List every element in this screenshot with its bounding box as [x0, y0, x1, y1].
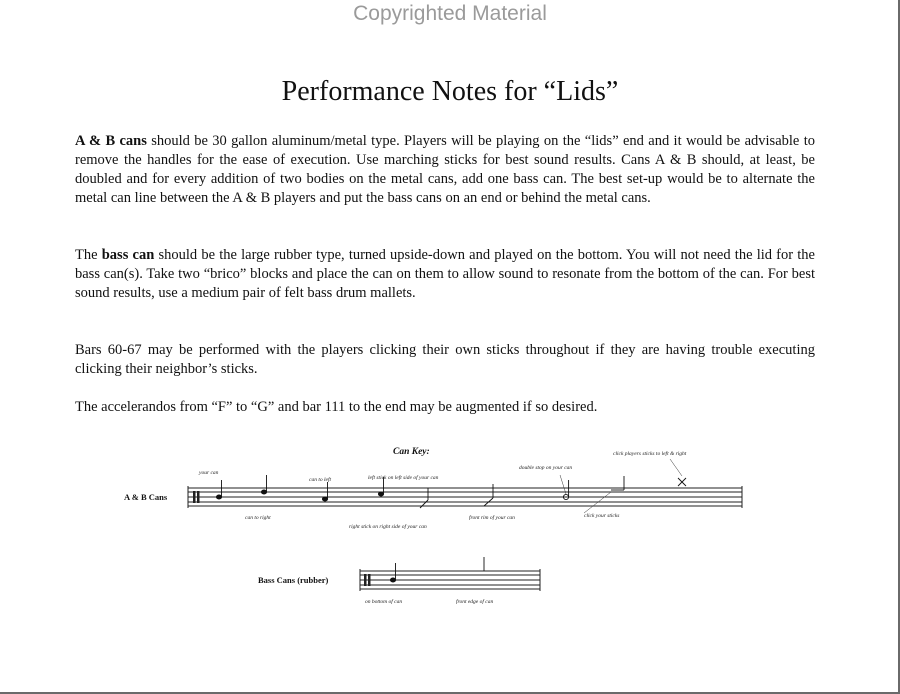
ab-cans-pointers	[560, 459, 682, 513]
annotation-double-stop: double stop on your can	[519, 465, 573, 471]
annotation-on-bottom: on bottom of can	[365, 599, 403, 605]
paragraph-bars-60-67: Bars 60-67 may be performed with the players clicking their own sticks throughout if they are having trouble executing clicking their neighbor’s sticks.	[75, 342, 815, 377]
paragraph-ab-cans-text: should be 30 gallon aluminum/metal type. Players will be playing on the “lids” end and it would be advisable to remove the handles for the ease of execution. Use marching sticks for best sound results. Cans A & B should, at least, be doubled and for every addition of two bodies on the metal cans, add one bass can. The best set-up would be to alternate the metal can line between the A & B players and put the bass cans on an end or behind the metal cans.	[75, 133, 815, 206]
bass-cans-staff	[360, 569, 540, 591]
annotation-click-your-sticks: click your sticks	[584, 513, 620, 519]
bold-term-ab-cans: A & B cans	[75, 133, 147, 149]
bold-term-bass-can: bass can	[101, 247, 155, 263]
annotation-front-edge: front edge of can	[456, 599, 494, 605]
paragraph-bass-can-lead: The	[75, 247, 102, 263]
annotation-front-rim: front rim of your can	[469, 515, 515, 521]
annotation-can-to-left: can to left	[309, 477, 331, 483]
note-left-stick	[378, 492, 383, 496]
copyright-watermark: Copyrighted Material	[353, 2, 547, 25]
annotation-your-can: your can	[199, 470, 219, 476]
annotation-right-stick: right stick on right side of your can	[349, 524, 427, 530]
bass-cans-staff-label: Bass Cans (rubber)	[258, 575, 329, 585]
note-right-stick	[420, 500, 428, 508]
annotation-left-stick: left stick on left side of your can	[368, 475, 439, 481]
bass-cans-notes	[390, 557, 484, 582]
note-on-bottom	[390, 578, 395, 582]
ab-cans-staff-label: A & B Cans	[124, 492, 168, 502]
ab-cans-notes	[216, 475, 686, 508]
page-title: Performance Notes for “Lids”	[281, 76, 619, 107]
note-can-to-right	[261, 490, 266, 494]
ab-cans-staff	[188, 486, 742, 508]
annotation-can-to-right: can to right	[245, 515, 271, 521]
paragraph-accelerandos: The accelerandos from “F” to “G” and bar 111 to the end may be augmented if so desired.	[75, 399, 598, 415]
paragraph-bass-can-text: should be the large rubber type, turned upside-down and played on the bottom. You will not need the lid for the bass can(s). Take two “brico” blocks and place the can on them to allow sound to resonate from the bottom of the can. For best sound results, use a medium pair of felt bass drum mallets.	[75, 247, 815, 301]
note-can-to-left	[322, 497, 327, 501]
note-your-can	[216, 495, 221, 499]
annotation-click-players-sticks: click players sticks to left & right	[613, 451, 687, 457]
can-key-title: Can Key:	[393, 447, 430, 457]
